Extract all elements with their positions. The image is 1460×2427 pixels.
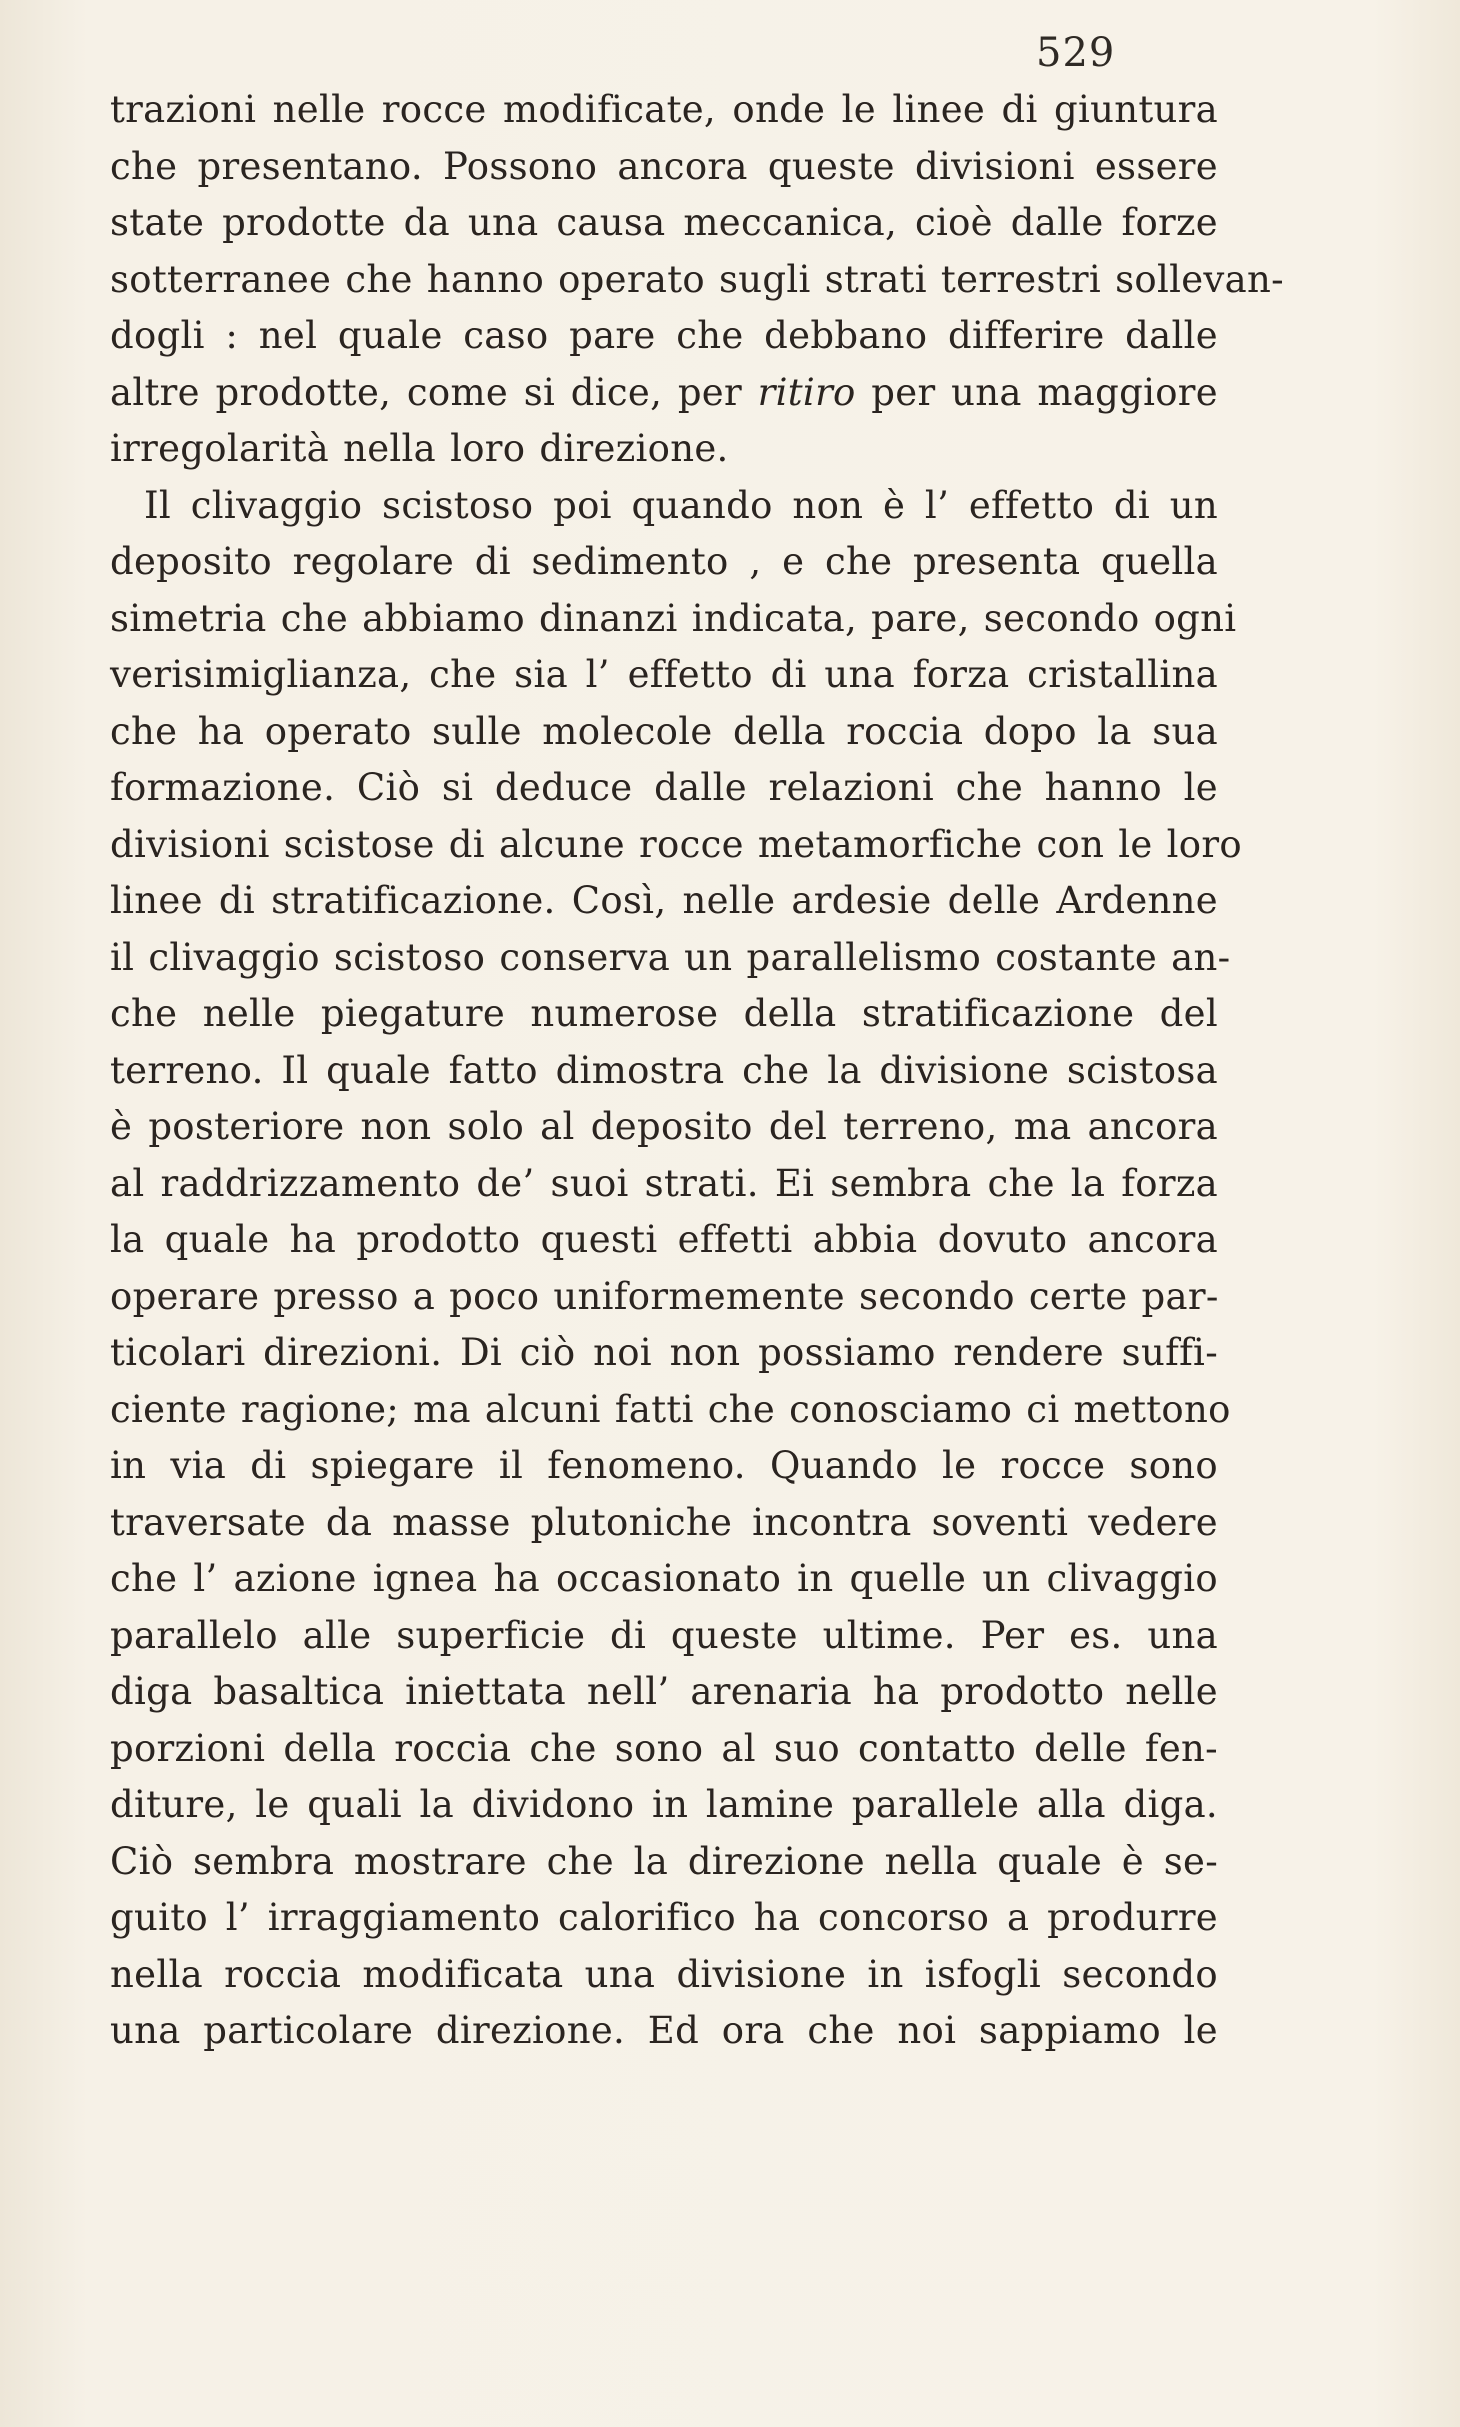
text-line: sotterranee che hanno operato sugli strati terrestri sollevan-: [110, 257, 1284, 301]
text-line: linee di stratificazione. Così, nelle ardesie delle Ardenne: [110, 879, 1218, 922]
text-line: in via di spiegare il fenomeno. Quando le rocce sono: [110, 1444, 1218, 1487]
text-line: che ha operato sulle molecole della roccia dopo la sua: [110, 709, 1218, 753]
text-fragment: per una maggiore: [855, 370, 1218, 414]
text-fragment: altre prodotte, come si dice, per: [110, 370, 758, 414]
text-line: traversate da masse plutoniche incontra soventi vedere: [110, 1500, 1218, 1544]
text-line: ticolari direzioni. Di ciò noi non possiamo rendere suffi-: [110, 1331, 1218, 1374]
text-line: al raddrizzamento de’ suoi strati. Ei sembra che la forza: [110, 1161, 1218, 1205]
italic-word: ritiro: [757, 370, 856, 414]
text-line: parallelo alle superficie di queste ultime. Per es. una: [110, 1613, 1218, 1657]
text-line: la quale ha prodotto questi effetti abbia dovuto ancora: [110, 1218, 1218, 1261]
text-line: che presentano. Possono ancora queste divisioni essere: [110, 144, 1218, 188]
text-line: state prodotte da una causa meccanica, cioè dalle forze: [110, 201, 1218, 244]
text-line: che l’ azione ignea ha occasionato in quelle un clivaggio: [110, 1557, 1218, 1600]
text-line: porzioni della roccia che sono al suo contatto delle fen-: [110, 1726, 1218, 1770]
text-line: terreno. Il quale fatto dimostra che la divisione scistosa: [110, 1048, 1218, 1092]
text-line: è posteriore non solo al deposito del terreno, ma ancora: [110, 1105, 1218, 1148]
page-number: 529: [1036, 30, 1116, 76]
text-line: verisimiglianza, che sia l’ effetto di una forza cristallina: [110, 653, 1218, 696]
text-line-with-italic: [110, 365, 1218, 422]
text-line: diture, le quali la dividono in lamine parallele alla diga.: [110, 1783, 1218, 1826]
text-line: trazioni nelle rocce modificate, onde le linee di giuntura: [110, 88, 1218, 131]
text-line: formazione. Ciò si deduce dalle relazioni che hanno le: [110, 766, 1218, 809]
text-line: nella roccia modificata una divisione in isfogli secondo: [110, 1952, 1218, 1996]
text-line: il clivaggio scistoso conserva un parallelismo costante an-: [110, 935, 1231, 979]
text-line: diga basaltica iniettata nell’ arenaria ha prodotto nelle: [110, 1670, 1218, 1713]
text-line: Ciò sembra mostrare che la direzione nella quale è se-: [110, 1839, 1218, 1883]
text-line: operare presso a poco uniformemente secondo certe par-: [110, 1274, 1219, 1318]
text-line: divisioni scistose di alcune rocce metamorfiche con le loro: [110, 822, 1242, 866]
paragraph-end-line: irregolarità nella loro direzione.: [110, 427, 729, 470]
text-line: deposito regolare di sedimento , e che presenta quella: [110, 540, 1218, 583]
text-line: guito l’ irraggiamento calorifico ha concorso a produrre: [110, 1896, 1218, 1939]
body-text: [110, 82, 1284, 2060]
text-line: dogli : nel quale caso pare che debbano differire dalle: [110, 314, 1218, 357]
text-line: che nelle piegature numerose della stratificazione del: [110, 992, 1218, 1035]
paragraph-first-line: Il clivaggio scistoso poi quando non è l’ effetto di un: [144, 483, 1218, 527]
text-line: simetria che abbiamo dinanzi indicata, pare, secondo ogni: [110, 596, 1237, 640]
text-line: una particolare direzione. Ed ora che noi sappiamo le: [110, 2009, 1218, 2052]
text-line: ciente ragione; ma alcuni fatti che conosciamo ci mettono: [110, 1387, 1231, 1431]
